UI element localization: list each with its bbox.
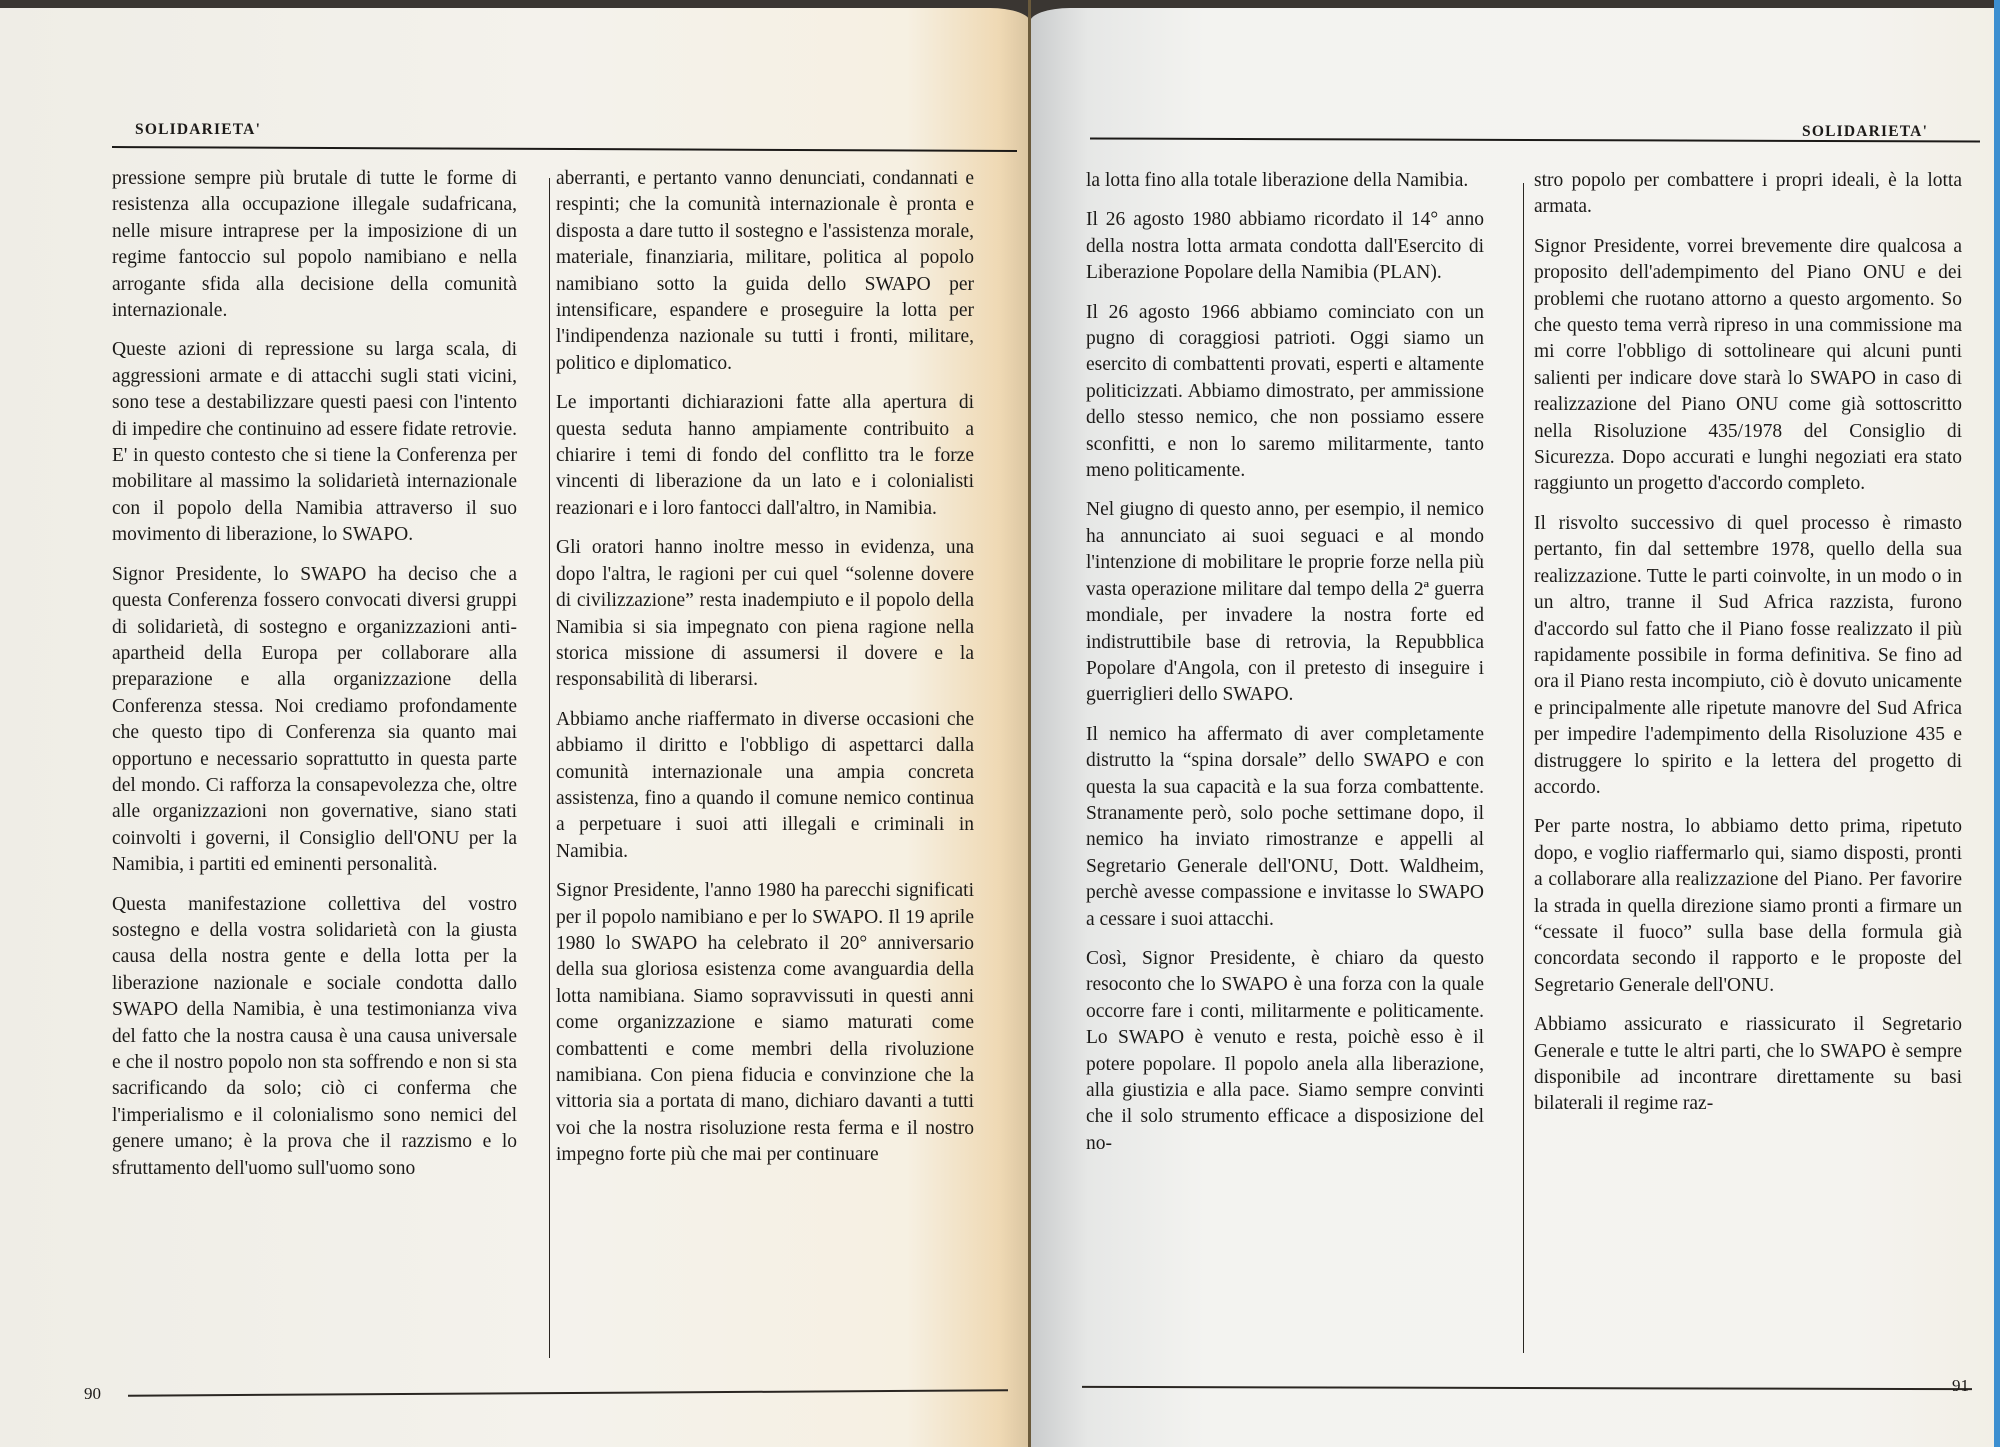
paragraph: Così, Signor Presidente, è chiaro da questo resoconto che lo SWAPO è una forza con la quale occorre fare i conti, militarmente e politicamente. Lo SWAPO è venuto e resta, poichè esso è il potere popolare. Il popolo anela alla liberazione, alla giustizia e alla pace. Siamo sempre convinti che il solo strumento efficace a disposizione del no- bbox=[1086, 947, 1484, 1154]
paragraph: Nel giugno di questo anno, per esempio, il nemico ha annunciato ai suoi seguaci e al mondo l'intenzione di mobilitare le proprie forze nella più vasta operazione militare dal tempo della 2ª guerra mondiale, per invadere la nostra forte ed indistruttibile base di retrovia, la Repubblica Popolare d'Angola, con il pretesto di inseguire i guerriglieri dello SWAPO. bbox=[1086, 499, 1484, 706]
running-head-left: SOLIDARIETA' bbox=[135, 121, 262, 138]
paragraph: Questa manifestazione collettiva del vostro sostegno e della vostra solidarietà con la giusta causa della nostra gente e della lotta per la liberazione nazionale e sociale condotta dallo SWAPO della Namibia, è una testimonianza viva del fatto che la nostra causa è una causa universale e che il nostro popolo non sta soffrendo e non si sta sacrificando da solo; ciò ci conferma che l'imperialismo e il colonialismo sono nemici del genere umano; è la prova che il razzismo e lo sfruttamento dell'uomo sull'uomo sono bbox=[112, 893, 517, 1179]
paragraph: Abbiamo assicurato e riassicurato il Segretario Generale e tutte le altri parti, che lo SWAPO è sempre disponibile ad incontrare direttamente su basi bilaterali il regime raz- bbox=[1534, 1014, 1962, 1115]
left-page bbox=[0, 8, 1030, 1447]
footer-rule-left bbox=[128, 1389, 1008, 1396]
paragraph: Il 26 agosto 1980 abbiamo ricordato il 14° anno della nostra lotta armata condotta dall'Esercito di Liberazione Popolare della Namibia (PLAN). bbox=[1086, 209, 1484, 284]
left-page-column-1 bbox=[112, 166, 517, 1195]
header-rule-left bbox=[112, 146, 1017, 152]
paragraph: la lotta fino alla totale liberazione della Namibia. bbox=[1086, 170, 1469, 191]
right-page-column-1 bbox=[1086, 168, 1484, 1170]
scan-edge bbox=[1994, 0, 2000, 1447]
paragraph: Per parte nostra, lo abbiamo detto prima, ripetuto dopo, e voglio riaffermarlo qui, siamo disposti, pronti a collaborare alla realizzazione del Piano. Per favorire la strada in quella direzione siamo pronti a firmare un “cessate il fuoco” sulla base della formula già concordata secondo il rapporto e le proposte del Segretario Generale dell'ONU. bbox=[1534, 816, 1962, 996]
left-page-column-2 bbox=[556, 166, 974, 1182]
paragraph: stro popolo per combattere i propri ideali, è la lotta armata. bbox=[1534, 170, 1962, 218]
footer-rule-right bbox=[1082, 1386, 1972, 1390]
paragraph: Il risvolto successivo di quel processo è rimasto pertanto, fin dal settembre 1978, quello della sua realizzazione. Tutte le parti coinvolte, in un modo o in un altro, tranne il Sud Africa razzista, furono d'accordo sul fatto che il Piano fosse realizzato il più rapidamente possibile in forma definitiva. Se fino ad ora il Piano resta incompiuto, ciò è dovuto unicamente e principalmente alle ripetute manovre del Sud Africa per impedire l'adempimento della Risoluzione 435 e distruggere lo spirito e la lettera del progetto di accordo. bbox=[1534, 512, 1962, 798]
page-number-right: 91 bbox=[1952, 1376, 1969, 1395]
paragraph: Signor Presidente, lo SWAPO ha deciso che a questa Conferenza fossero convocati diversi gruppi di solidarietà, di sostegno e organizzazioni anti-apartheid della Europa per collaborare alla preparazione e alla organizzazione della Conferenza stessa. Noi crediamo profondamente che questo tipo di Conferenza sia quanto mai opportuno e necessario soprattutto in questa parte del mondo. Ci rafforza la consapevolezza che, oltre alle organizzazioni non governative, siano stati coinvolti i governi, il Consiglio dell'ONU per la Namibia, i partiti ed eminenti personalità. bbox=[112, 563, 517, 876]
paragraph: Le importanti dichiarazioni fatte alla apertura di questa seduta hanno ampiamente contribuito a chiarire i temi di fondo del conflitto tra le forze vincenti di liberazione da un lato e i colonialisti reazionari e i loro fantocci dall'altro, in Namibia. bbox=[556, 392, 974, 519]
column-divider bbox=[549, 178, 550, 1358]
paragraph: Gli oratori hanno inoltre messo in evidenza, una dopo l'altra, le ragioni per cui quel “solenne dovere di civilizzazione” resta inadempiuto e il popolo della Namibia si sia impegnato con piena ragione nella storica missione di assumersi il dovere e la responsabilità di liberarsi. bbox=[556, 537, 974, 691]
running-head-right: SOLIDARIETA' bbox=[1802, 123, 1929, 140]
paragraph: Abbiamo anche riaffermato in diverse occasioni che abbiamo il diritto e l'obbligo di aspettarci dalla comunità internazionale una ampia concreta assistenza, fino a quando il comune nemico continua a perpetuare i suoi atti illegali e criminali in Namibia. bbox=[556, 708, 974, 862]
paragraph: Il nemico ha affermato di aver completamente distrutto la “spina dorsale” dello SWAPO e con questa la sua capacità e la sua forza combattente. Stranamente però, solo poche settimane dopo, il nemico ha inviato rimostranze e appelli al Segretario Generale dell'ONU, Dott. Waldheim, perchè avesse compassione e invitasse lo SWAPO a cessare i suoi attacchi. bbox=[1086, 723, 1484, 930]
paragraph: pressione sempre più brutale di tutte le forme di resistenza alla occupazione illegale sudafricana, nelle misure intraprese per la imposizione di un regime fantoccio sul popolo namibiano e nella arrogante sfida alla decisione della comunità internazionale. bbox=[112, 168, 517, 322]
paragraph: Signor Presidente, l'anno 1980 ha parecchi significati per il popolo namibiano e per lo SWAPO. Il 19 aprile 1980 lo SWAPO ha celebrato il 20° anniversario della sua gloriosa esistenza come avanguardia della lotta namibiana. Siamo sopravvissuti in questi anni come organizzazione e siamo maturati come combattenti e come membri della rivoluzione namibiana. Con piena fiducia e convinzione che la vittoria sia a portata di mano, dichiaro davanti a tutti voi che la nostra risoluzione resta ferma e il nostro impegno forte più che mai per continuare bbox=[556, 880, 974, 1166]
paragraph: Il 26 agosto 1966 abbiamo cominciato con un pugno di coraggiosi patrioti. Oggi siamo un esercito di combattenti provati, esperti e altamente politicizzati. Abbiamo dimostrato, per ammissione dello stesso nemico, che non possiamo essere sconfitti, e non lo saremo militarmente, tanto meno politicamente. bbox=[1086, 301, 1484, 482]
page-number-left: 90 bbox=[84, 1384, 101, 1403]
paragraph: Signor Presidente, vorrei brevemente dire qualcosa a proposito dell'adempimento del Piano ONU e dei problemi che ruotano attorno a questo argomento. So che questo tema verrà ripreso in una commissione ma mi corre l'obbligo di sottolineare qui alcuni punti salienti per indicare dove starà lo SWAPO in caso di realizzazione del Piano ONU come già sottoscritto nella Risoluzione 435/1978 del Consiglio di Sicurezza. Dopo accurati e lunghi negoziati era stato raggiunto un progetto d'accordo completo. bbox=[1534, 235, 1962, 495]
right-page-column-2 bbox=[1534, 168, 1962, 1131]
paragraph: Queste azioni di repressione su larga scala, di aggressioni armate e di attacchi sugli stati vicini, sono tese a destabilizzare questi paesi con l'intento di impedire che continuino ad essere fidate retrovie. E' in questo contesto che si tiene la Conferenza per mobilitare al massimo la solidarietà internazionale con il popolo della Namibia attraverso il suo movimento di liberazione, lo SWAPO. bbox=[112, 339, 518, 546]
book-gutter bbox=[1028, 0, 1031, 1447]
right-page bbox=[1030, 8, 2000, 1447]
paragraph: aberranti, e pertanto vanno denunciati, condannati e respinti; che la comunità internazionale è pronta e disposta a dare tutto il sostegno e l'assistenza morale, materiale, finanziaria, militare, politica al popolo namibiano sotto la guida dello SWAPO per intensificare, espandere e proseguire la lotta per l'indipendenza nazionale su tutti i fronti, militare, politico e diplomatico. bbox=[556, 168, 974, 374]
column-divider bbox=[1523, 183, 1524, 1353]
